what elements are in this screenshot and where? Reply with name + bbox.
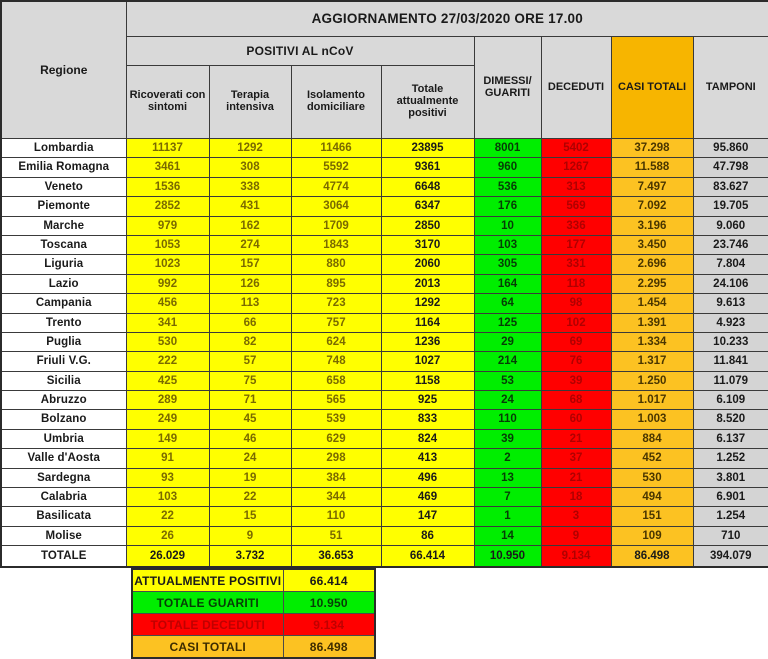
deceduti-value: 177 (541, 235, 611, 254)
casi-totali-value: 530 (611, 468, 693, 487)
ricoverati-value: 103 (126, 488, 209, 507)
region-name: Lazio (1, 274, 126, 293)
totale-positivi-value: 496 (381, 468, 474, 487)
totale-positivi-value: 2850 (381, 216, 474, 235)
casi-totali-value: 2.696 (611, 255, 693, 274)
isolamento-value: 895 (291, 274, 381, 293)
deceduti-value: 3 (541, 507, 611, 526)
isolamento-value: 539 (291, 410, 381, 429)
deceduti-value: 336 (541, 216, 611, 235)
deceduti-value: 331 (541, 255, 611, 274)
casi-totali-value: 37.298 (611, 139, 693, 158)
deceduti-value: 1267 (541, 158, 611, 177)
totale-positivi-value: 2060 (381, 255, 474, 274)
total-terapia-value: 3.732 (209, 546, 291, 568)
totale-positivi-value: 1158 (381, 371, 474, 390)
terapia-value: 71 (209, 391, 291, 410)
dimessi-value: 13 (474, 468, 541, 487)
table-row (1, 313, 768, 332)
totale-positivi-value: 469 (381, 488, 474, 507)
region-name: Trento (1, 313, 126, 332)
tamponi-value: 95.860 (693, 139, 768, 158)
table-row (1, 197, 768, 216)
region-name: Calabria (1, 488, 126, 507)
region-name: Campania (1, 294, 126, 313)
table-header (1, 1, 768, 139)
dimessi-value: 64 (474, 294, 541, 313)
isolamento-value: 723 (291, 294, 381, 313)
tamponi-value: 10.233 (693, 332, 768, 351)
region-name: Bolzano (1, 410, 126, 429)
table-row (1, 332, 768, 351)
casi-totali-value: 2.295 (611, 274, 693, 293)
totale-positivi-value: 1164 (381, 313, 474, 332)
totale-positivi-value: 1292 (381, 294, 474, 313)
terapia-value: 19 (209, 468, 291, 487)
dimessi-value: 176 (474, 197, 541, 216)
terapia-value: 75 (209, 371, 291, 390)
terapia-value: 126 (209, 274, 291, 293)
terapia-value: 24 (209, 449, 291, 468)
dimessi-value: 214 (474, 352, 541, 371)
summary-label: TOTALE DECEDUTI (132, 614, 283, 636)
region-name: Molise (1, 526, 126, 545)
deceduti-value: 21 (541, 468, 611, 487)
isolamento-value: 51 (291, 526, 381, 545)
isolamento-value: 384 (291, 468, 381, 487)
summary-value: 66.414 (283, 569, 375, 592)
terapia-value: 15 (209, 507, 291, 526)
casi-totali-value: 151 (611, 507, 693, 526)
totale-positivi-value: 2013 (381, 274, 474, 293)
terapia-value: 113 (209, 294, 291, 313)
isolamento-value: 748 (291, 352, 381, 371)
isolamento-value: 1843 (291, 235, 381, 254)
ricoverati-value: 3461 (126, 158, 209, 177)
ricoverati-value: 456 (126, 294, 209, 313)
casi-totali-value: 452 (611, 449, 693, 468)
casi-totali-value: 11.588 (611, 158, 693, 177)
table-row (1, 255, 768, 274)
header-update-title: AGGIORNAMENTO 27/03/2020 ORE 17.00 (126, 1, 768, 37)
casi-totali-value: 884 (611, 429, 693, 448)
casi-totali-value: 1.454 (611, 294, 693, 313)
dimessi-value: 960 (474, 158, 541, 177)
deceduti-value: 102 (541, 313, 611, 332)
tamponi-value: 47.798 (693, 158, 768, 177)
region-name: Veneto (1, 177, 126, 196)
header-terapia-intensiva: Terapia intensiva (209, 66, 291, 139)
total-tamponi-value: 394.079 (693, 546, 768, 568)
deceduti-value: 37 (541, 449, 611, 468)
tamponi-value: 6.109 (693, 391, 768, 410)
deceduti-value: 60 (541, 410, 611, 429)
isolamento-value: 11466 (291, 139, 381, 158)
terapia-value: 22 (209, 488, 291, 507)
casi-totali-value: 7.497 (611, 177, 693, 196)
isolamento-value: 1709 (291, 216, 381, 235)
region-name: Sicilia (1, 371, 126, 390)
casi-totali-value: 7.092 (611, 197, 693, 216)
ricoverati-value: 425 (126, 371, 209, 390)
terapia-value: 338 (209, 177, 291, 196)
tamponi-value: 710 (693, 526, 768, 545)
header-dimessi-guariti: DIMESSI/ GUARITI (474, 37, 541, 139)
tamponi-value: 7.804 (693, 255, 768, 274)
deceduti-value: 68 (541, 391, 611, 410)
table-row (1, 274, 768, 293)
summary-value: 9.134 (283, 614, 375, 636)
tamponi-value: 24.106 (693, 274, 768, 293)
totale-positivi-value: 6347 (381, 197, 474, 216)
casi-totali-value: 1.334 (611, 332, 693, 351)
summary-row (132, 614, 375, 636)
dimessi-value: 110 (474, 410, 541, 429)
header-regione: Regione (1, 1, 126, 139)
header-casi-totali: CASI TOTALI (611, 37, 693, 139)
total-region-name: TOTALE (1, 546, 126, 568)
table-row (1, 216, 768, 235)
isolamento-value: 757 (291, 313, 381, 332)
table-row (1, 158, 768, 177)
ricoverati-value: 992 (126, 274, 209, 293)
ricoverati-value: 1053 (126, 235, 209, 254)
totale-positivi-value: 3170 (381, 235, 474, 254)
region-name: Umbria (1, 429, 126, 448)
tamponi-value: 8.520 (693, 410, 768, 429)
totale-positivi-value: 1027 (381, 352, 474, 371)
terapia-value: 82 (209, 332, 291, 351)
table-row (1, 507, 768, 526)
tamponi-value: 23.746 (693, 235, 768, 254)
ricoverati-value: 1536 (126, 177, 209, 196)
deceduti-value: 313 (541, 177, 611, 196)
totale-positivi-value: 833 (381, 410, 474, 429)
casi-totali-value: 1.250 (611, 371, 693, 390)
ricoverati-value: 91 (126, 449, 209, 468)
terapia-value: 57 (209, 352, 291, 371)
ricoverati-value: 341 (126, 313, 209, 332)
table-body (1, 139, 768, 568)
tamponi-value: 11.079 (693, 371, 768, 390)
deceduti-value: 5402 (541, 139, 611, 158)
ricoverati-value: 2852 (126, 197, 209, 216)
summary-label: TOTALE GUARITI (132, 592, 283, 614)
tamponi-value: 9.060 (693, 216, 768, 235)
totale-positivi-value: 824 (381, 429, 474, 448)
totale-positivi-value: 86 (381, 526, 474, 545)
totale-positivi-value: 9361 (381, 158, 474, 177)
summary-value: 10.950 (283, 592, 375, 614)
header-tamponi: TAMPONI (693, 37, 768, 139)
casi-totali-value: 3.450 (611, 235, 693, 254)
casi-totali-value: 1.003 (611, 410, 693, 429)
ricoverati-value: 222 (126, 352, 209, 371)
terapia-value: 274 (209, 235, 291, 254)
totale-positivi-value: 6648 (381, 177, 474, 196)
total-deceduti-value: 9.134 (541, 546, 611, 568)
dimessi-value: 53 (474, 371, 541, 390)
casi-totali-value: 494 (611, 488, 693, 507)
tamponi-value: 6.137 (693, 429, 768, 448)
table-row (1, 371, 768, 390)
deceduti-value: 18 (541, 488, 611, 507)
terapia-value: 1292 (209, 139, 291, 158)
terapia-value: 431 (209, 197, 291, 216)
summary-row (132, 569, 375, 592)
isolamento-value: 880 (291, 255, 381, 274)
region-name: Toscana (1, 235, 126, 254)
region-name: Basilicata (1, 507, 126, 526)
summary-row (132, 592, 375, 614)
terapia-value: 66 (209, 313, 291, 332)
ricoverati-value: 289 (126, 391, 209, 410)
region-name: Lombardia (1, 139, 126, 158)
table-row (1, 235, 768, 254)
ricoverati-value: 93 (126, 468, 209, 487)
isolamento-value: 110 (291, 507, 381, 526)
header-isolamento-domiciliare: Isolamento domiciliare (291, 66, 381, 139)
casi-totali-value: 3.196 (611, 216, 693, 235)
dimessi-value: 39 (474, 429, 541, 448)
deceduti-value: 9 (541, 526, 611, 545)
region-name: Friuli V.G. (1, 352, 126, 371)
table-row (1, 139, 768, 158)
region-name: Marche (1, 216, 126, 235)
isolamento-value: 658 (291, 371, 381, 390)
casi-totali-value: 1.017 (611, 391, 693, 410)
terapia-value: 9 (209, 526, 291, 545)
table-row (1, 488, 768, 507)
dimessi-value: 2 (474, 449, 541, 468)
table-total-row (1, 546, 768, 568)
dimessi-value: 8001 (474, 139, 541, 158)
table-row (1, 468, 768, 487)
tamponi-value: 3.801 (693, 468, 768, 487)
dimessi-value: 164 (474, 274, 541, 293)
total-casi-totali-value: 86.498 (611, 546, 693, 568)
totale-positivi-value: 147 (381, 507, 474, 526)
totale-positivi-value: 1236 (381, 332, 474, 351)
isolamento-value: 344 (291, 488, 381, 507)
table-row (1, 294, 768, 313)
casi-totali-value: 1.317 (611, 352, 693, 371)
dimessi-value: 125 (474, 313, 541, 332)
ricoverati-value: 249 (126, 410, 209, 429)
summary-table (131, 568, 376, 659)
terapia-value: 46 (209, 429, 291, 448)
totale-positivi-value: 925 (381, 391, 474, 410)
tamponi-value: 83.627 (693, 177, 768, 196)
summary-box (131, 568, 376, 659)
ricoverati-value: 26 (126, 526, 209, 545)
ricoverati-value: 979 (126, 216, 209, 235)
isolamento-value: 4774 (291, 177, 381, 196)
dimessi-value: 7 (474, 488, 541, 507)
isolamento-value: 629 (291, 429, 381, 448)
region-name: Sardegna (1, 468, 126, 487)
dimessi-value: 1 (474, 507, 541, 526)
dimessi-value: 103 (474, 235, 541, 254)
total-dimessi-value: 10.950 (474, 546, 541, 568)
region-name: Emilia Romagna (1, 158, 126, 177)
header-totale-attualmente-positivi: Totale attualmente positivi (381, 66, 474, 139)
tamponi-value: 19.705 (693, 197, 768, 216)
summary-label: ATTUALMENTE POSITIVI (132, 569, 283, 592)
terapia-value: 308 (209, 158, 291, 177)
table-row (1, 352, 768, 371)
header-deceduti: DECEDUTI (541, 37, 611, 139)
dimessi-value: 536 (474, 177, 541, 196)
isolamento-value: 298 (291, 449, 381, 468)
dimessi-value: 29 (474, 332, 541, 351)
summary-value: 86.498 (283, 636, 375, 659)
region-name: Valle d'Aosta (1, 449, 126, 468)
total-ricoverati-value: 26.029 (126, 546, 209, 568)
isolamento-value: 624 (291, 332, 381, 351)
isolamento-value: 5592 (291, 158, 381, 177)
region-name: Puglia (1, 332, 126, 351)
terapia-value: 157 (209, 255, 291, 274)
casi-totali-value: 1.391 (611, 313, 693, 332)
table-row (1, 410, 768, 429)
dimessi-value: 305 (474, 255, 541, 274)
deceduti-value: 118 (541, 274, 611, 293)
total-isolamento-value: 36.653 (291, 546, 381, 568)
deceduti-value: 98 (541, 294, 611, 313)
casi-totali-value: 109 (611, 526, 693, 545)
ricoverati-value: 1023 (126, 255, 209, 274)
table-row (1, 526, 768, 545)
totale-positivi-value: 413 (381, 449, 474, 468)
deceduti-value: 39 (541, 371, 611, 390)
tamponi-value: 6.901 (693, 488, 768, 507)
total-totale-positivi-value: 66.414 (381, 546, 474, 568)
dimessi-value: 10 (474, 216, 541, 235)
deceduti-value: 69 (541, 332, 611, 351)
tamponi-value: 11.841 (693, 352, 768, 371)
isolamento-value: 565 (291, 391, 381, 410)
ricoverati-value: 11137 (126, 139, 209, 158)
isolamento-value: 3064 (291, 197, 381, 216)
tamponi-value: 1.252 (693, 449, 768, 468)
header-group-positivi: POSITIVI AL nCoV (126, 37, 474, 66)
summary-body (132, 569, 375, 658)
deceduti-value: 76 (541, 352, 611, 371)
region-name: Abruzzo (1, 391, 126, 410)
terapia-value: 162 (209, 216, 291, 235)
terapia-value: 45 (209, 410, 291, 429)
region-name: Liguria (1, 255, 126, 274)
table-row (1, 429, 768, 448)
summary-label: CASI TOTALI (132, 636, 283, 659)
tamponi-value: 9.613 (693, 294, 768, 313)
deceduti-value: 569 (541, 197, 611, 216)
region-name: Piemonte (1, 197, 126, 216)
dimessi-value: 14 (474, 526, 541, 545)
table-row (1, 391, 768, 410)
dimessi-value: 24 (474, 391, 541, 410)
header-row-title (1, 1, 768, 37)
ricoverati-value: 22 (126, 507, 209, 526)
tamponi-value: 1.254 (693, 507, 768, 526)
ricoverati-value: 530 (126, 332, 209, 351)
deceduti-value: 21 (541, 429, 611, 448)
table-row (1, 449, 768, 468)
ricoverati-value: 149 (126, 429, 209, 448)
tamponi-value: 4.923 (693, 313, 768, 332)
table-row (1, 177, 768, 196)
header-ricoverati: Ricoverati con sintomi (126, 66, 209, 139)
totale-positivi-value: 23895 (381, 139, 474, 158)
